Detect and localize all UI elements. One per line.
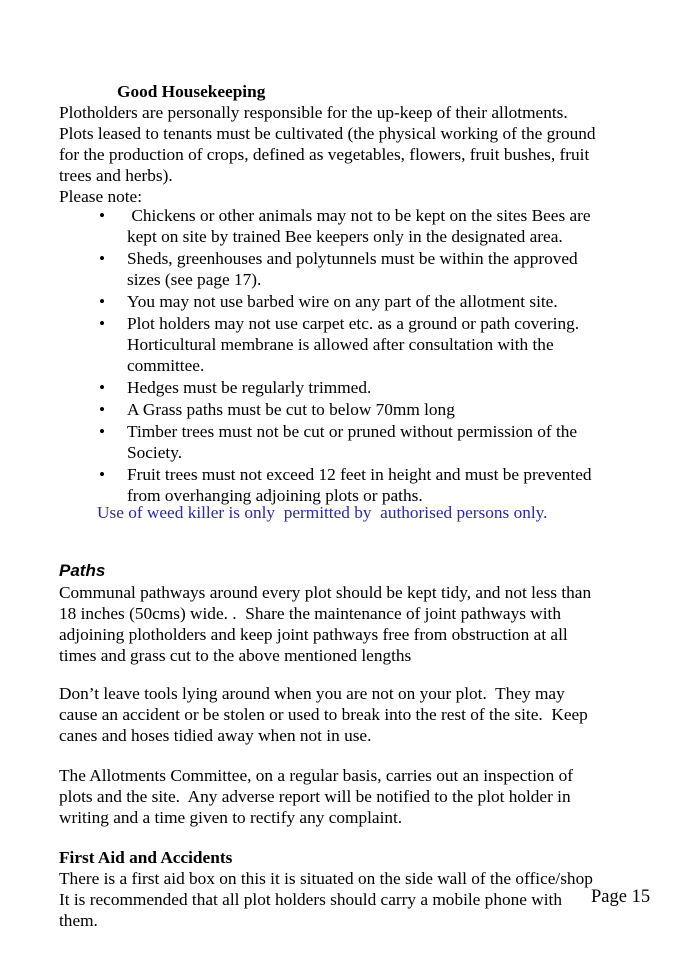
bullet-item — [59, 377, 619, 398]
bullet-line: committee. — [127, 356, 205, 375]
text-line: them. — [59, 911, 98, 930]
intro-line: trees and herbs). — [59, 166, 173, 185]
bullet-dot-icon: • — [99, 378, 106, 397]
bullet-line: Timber trees must not be cut or pruned without permission of the — [127, 422, 578, 441]
intro-line: for the production of crops, defined as vegetables, flowers, fruit bushes, fruit — [59, 145, 590, 164]
paths-paragraph-1 — [59, 582, 659, 666]
bullet-line: You may not use barbed wire on any part of the allotment site. — [127, 292, 558, 311]
text-line: The Allotments Committee, on a regular basis, carries out an inspection of — [59, 766, 573, 785]
text-line: adjoining plotholders and keep joint pathways free from obstruction at all — [59, 625, 568, 644]
bullet-dot-icon: • — [99, 400, 106, 419]
bullet-line: Plot holders may not use carpet etc. as a ground or path covering. — [127, 314, 580, 333]
first-aid-paragraph — [59, 868, 599, 931]
paths-paragraph-3 — [59, 765, 659, 828]
bullet-line: A Grass paths must be cut to below 70mm long — [127, 400, 455, 419]
bullet-line: kept on site by trained Bee keepers only in the designated area. — [127, 227, 563, 246]
bullet-item — [59, 464, 619, 506]
bullet-item — [59, 421, 619, 463]
text-line: times and grass cut to the above mentioned lengths — [59, 646, 412, 665]
bullet-line: Fruit trees must not exceed 12 feet in height and must be prevented — [127, 465, 592, 484]
text-line: It is recommended that all plot holders should carry a mobile phone with — [59, 890, 562, 909]
bullet-line: Society. — [127, 443, 183, 462]
bullet-item — [59, 248, 619, 290]
bullet-line: Horticultural membrane is allowed after consultation with the — [127, 335, 554, 354]
bullet-item — [59, 291, 619, 312]
bullet-dot-icon: • — [99, 206, 106, 225]
please-note-label: Please note: — [59, 187, 143, 206]
bullet-line: Hedges must be regularly trimmed. — [127, 378, 372, 397]
good-housekeeping-intro — [59, 102, 659, 207]
weed-killer-note: Use of weed killer is only permitted by authorised persons only. — [97, 503, 548, 522]
text-line: writing and a time given to rectify any complaint. — [59, 808, 403, 827]
bullet-line: Chickens or other animals may not to be kept on the sites Bees are — [127, 206, 591, 225]
text-line: canes and hoses tidied away when not in use. — [59, 726, 372, 745]
bullet-dot-icon: • — [99, 314, 106, 333]
bullet-item — [59, 399, 619, 420]
bullet-item — [59, 313, 619, 376]
text-line: There is a first aid box on this it is situated on the side wall of the office/shop — [59, 869, 593, 888]
bullet-line: sizes (see page 17). — [127, 270, 262, 289]
text-line: cause an accident or be stolen or used to break into the rest of the site. Keep — [59, 705, 588, 724]
text-line: Communal pathways around every plot should be kept tidy, and not less than — [59, 583, 592, 602]
bullet-dot-icon: • — [99, 292, 106, 311]
bullet-dot-icon: • — [99, 249, 106, 268]
text-line: plots and the site. Any adverse report will be notified to the plot holder in — [59, 787, 571, 806]
paths-heading: Paths — [59, 561, 106, 580]
bullet-dot-icon: • — [99, 422, 106, 441]
text-line: Don’t leave tools lying around when you are not on your plot. They may — [59, 684, 565, 703]
paths-paragraph-2 — [59, 683, 659, 746]
bullet-item — [59, 205, 619, 247]
first-aid-heading: First Aid and Accidents — [59, 848, 233, 867]
bullet-dot-icon: • — [99, 465, 106, 484]
text-line: 18 inches (50cms) wide. . Share the maintenance of joint pathways with — [59, 604, 561, 623]
bullet-line: from overhanging adjoining plots or paths. — [127, 486, 423, 505]
intro-line: Plots leased to tenants must be cultivated (the physical working of the ground — [59, 124, 596, 143]
page-number: Page 15 — [591, 887, 651, 907]
good-housekeeping-heading: Good Housekeeping — [117, 82, 266, 101]
bullet-line: Sheds, greenhouses and polytunnels must be within the approved — [127, 249, 578, 268]
intro-line: Plotholders are personally responsible for the up-keep of their allotments. — [59, 103, 568, 122]
rules-bullet-list — [59, 205, 619, 507]
